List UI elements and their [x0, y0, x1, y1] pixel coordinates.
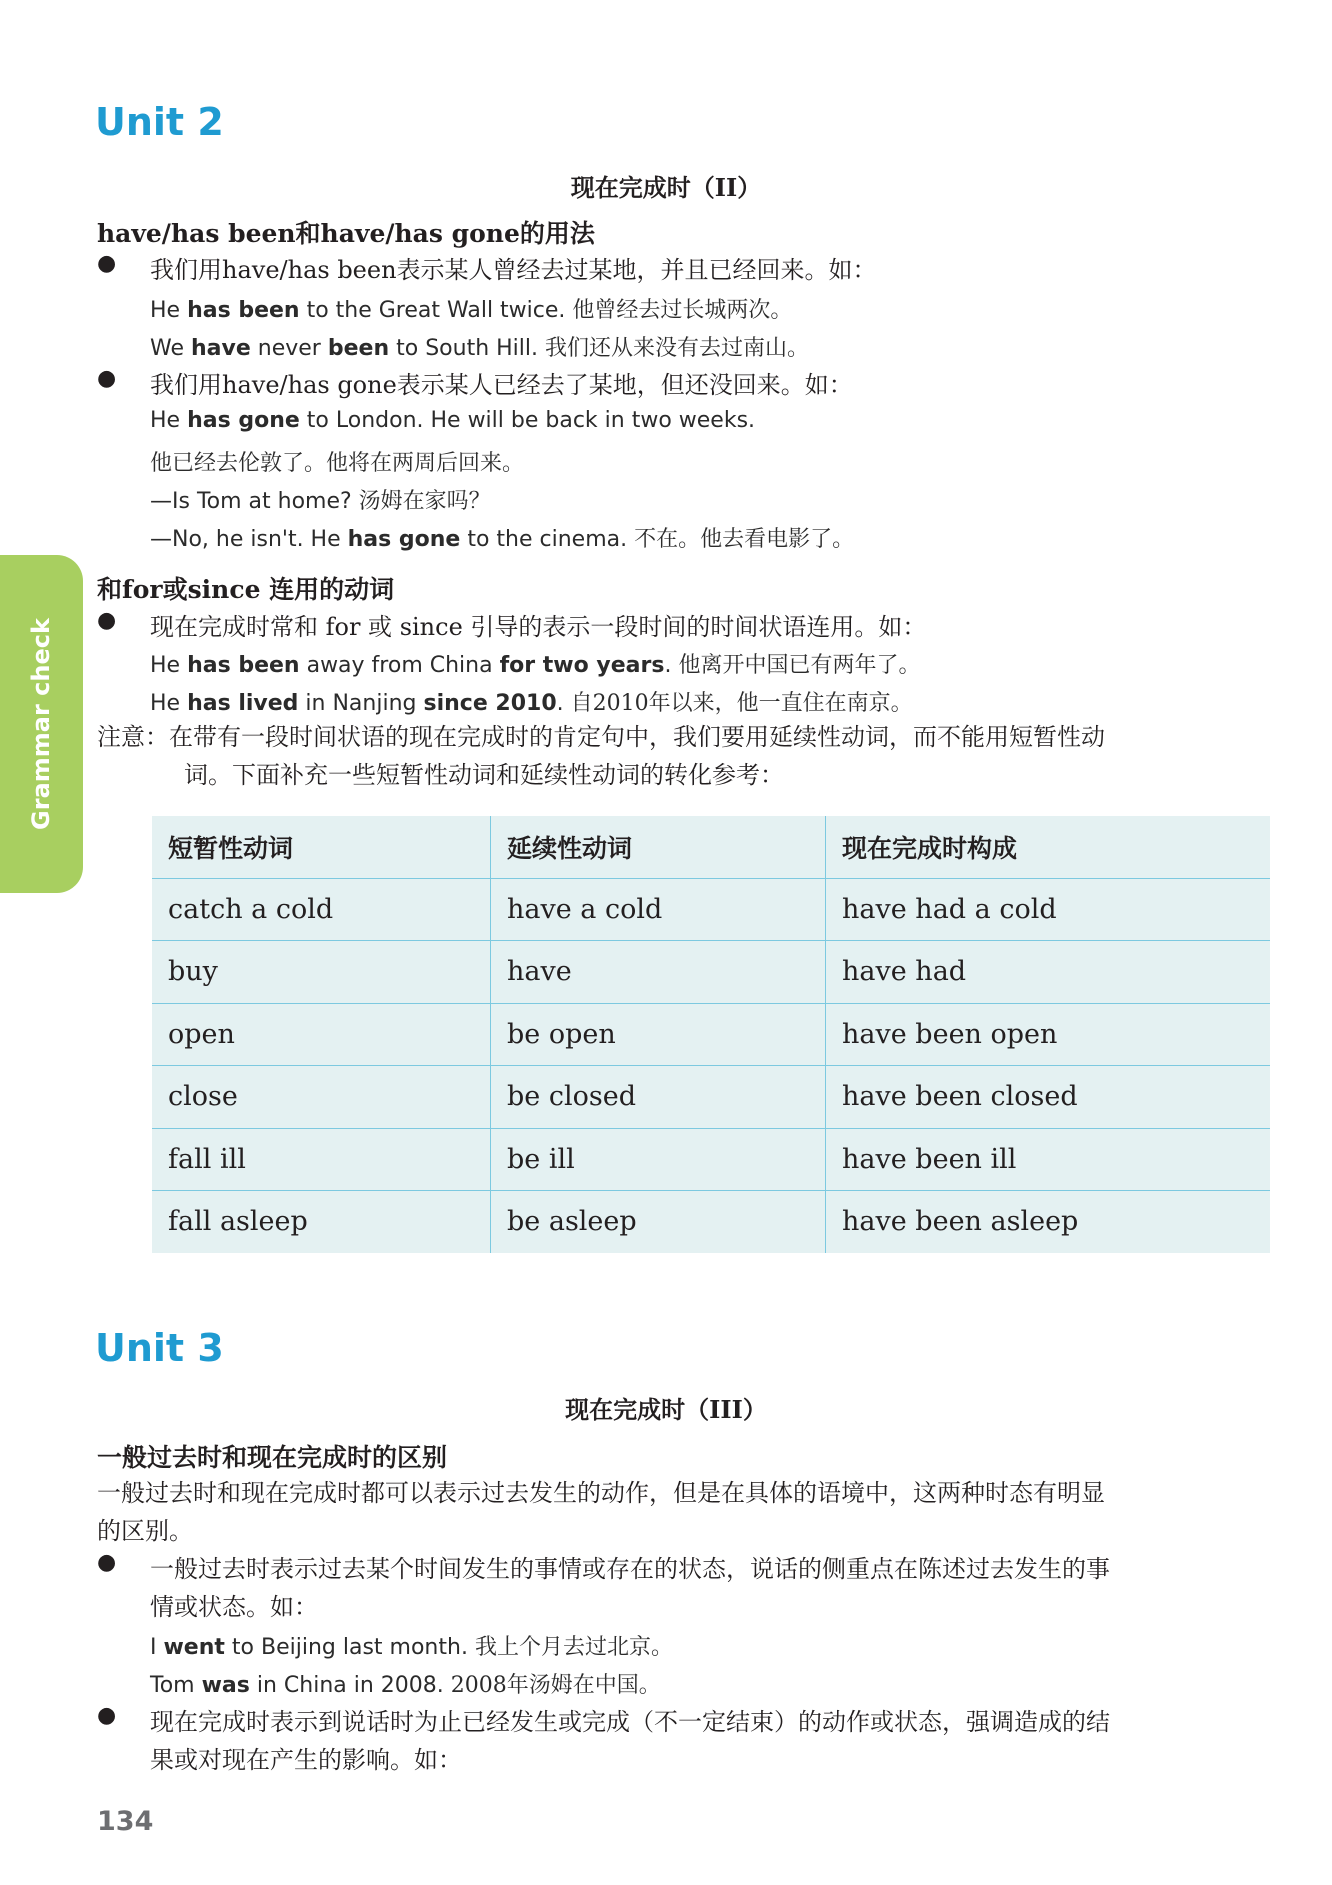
- table-cell: buy: [152, 941, 491, 1004]
- table-row: [152, 1066, 1270, 1129]
- example-sentence: He has been to the Great Wall twice. 他曾经去过长城两次。: [150, 298, 793, 323]
- unit3-subtitle: 现在完成时（III）: [565, 1395, 767, 1424]
- unit2-section1-heading: have/has been和have/has gone的用法: [97, 219, 595, 248]
- table-header-row: [152, 816, 1270, 878]
- bullet-dot: ●: [97, 366, 117, 391]
- table-row: [152, 1128, 1270, 1191]
- table-cell: close: [152, 1066, 491, 1129]
- intro-line-1: 一般过去时和现在完成时都可以表示过去发生的动作，但是在具体的语境中，这两种时态有明显: [97, 1479, 1105, 1507]
- table-cell: have: [491, 941, 826, 1004]
- note-line-2: 词。下面补充一些短暂性动词和延续性动词的转化参考：: [184, 761, 784, 789]
- bullet-text: 我们用have/has been表示某人曾经去过某地，并且已经回来。如：: [150, 256, 877, 284]
- example-sentence: Tom was in China in 2008. 2008年汤姆在中国。: [150, 1673, 661, 1698]
- bullet-text: 我们用have/has gone表示某人已经去了某地，但还没回来。如：: [150, 371, 853, 399]
- unit2-title: Unit 2: [95, 100, 224, 144]
- table-header-cell: 现在完成时构成: [826, 816, 1271, 878]
- example-sentence: I went to Beijing last month. 我上个月去过北京。: [150, 1635, 673, 1660]
- example-sentence: —No, he isn't. He has gone to the cinema. 不在。他去看电影了。: [150, 527, 855, 552]
- intro-line-2: 的区别。: [97, 1517, 193, 1545]
- table-header-cell: 延续性动词: [491, 816, 826, 878]
- unit3-intro: [97, 1474, 1262, 1550]
- unit3-heading: 一般过去时和现在完成时的区别: [97, 1443, 448, 1472]
- table-cell: have been asleep: [842, 1206, 1079, 1238]
- table-cell: have had a cold: [826, 878, 1271, 941]
- example-sentence: He has gone to London. He will be back in two weeks.: [150, 408, 756, 433]
- grammar-note: [97, 718, 1262, 794]
- table-cell: have been ill: [826, 1128, 1271, 1191]
- table-cell: catch a cold: [152, 878, 491, 941]
- bullet-dot: ●: [97, 1550, 117, 1575]
- table-header-cell: 短暂性动词: [152, 816, 491, 878]
- table-cell: have been open: [826, 1003, 1271, 1066]
- table-cell: be closed: [491, 1066, 826, 1129]
- example-sentence: We have never been to South Hill. 我们还从来没有去过南山。: [150, 336, 810, 361]
- table-cell: have had: [826, 941, 1271, 1004]
- side-tab-label: Grammar check: [27, 618, 55, 830]
- table-cell: be asleep: [491, 1191, 826, 1253]
- table-cell: fall ill: [152, 1128, 491, 1191]
- table-row: [152, 878, 1270, 941]
- example-sentence: 他已经去伦敦了。他将在两周后回来。: [150, 451, 525, 476]
- bullet-dot: ●: [97, 1703, 117, 1728]
- table-cell: fall asleep: [152, 1191, 491, 1253]
- example-sentence: He has lived in Nanjing since 2010. 自2010年以来，他一直住在南京。: [150, 691, 913, 716]
- table-row: [152, 941, 1270, 1004]
- example-sentence: —Is Tom at home? 汤姆在家吗？: [150, 489, 491, 514]
- table-row: [152, 1191, 1270, 1253]
- unit3-title: Unit 3: [95, 1326, 224, 1370]
- bullet-text: 现在完成时常和 for 或 since 引导的表示一段时间的时间状语连用。如：: [150, 613, 927, 641]
- bullet-text: 一般过去时表示过去某个时间发生的事情或存在的状态，说话的侧重点在陈述过去发生的事 情或状态。如：: [150, 1555, 1110, 1621]
- table-cell: be open: [491, 1003, 826, 1066]
- bullet-dot: ●: [97, 251, 117, 276]
- table-cell: be ill: [491, 1128, 826, 1191]
- example-sentence: He has been away from China for two years. 他离开中国已有两年了。: [150, 653, 921, 678]
- table-cell: open: [152, 1003, 491, 1066]
- unit2-section2-heading: 和for或since 连用的动词: [97, 575, 395, 604]
- bullet-text: 现在完成时表示到说话时为止已经发生或完成（不一定结束）的动作或状态，强调造成的结 果或对现在产生的影响。如：: [150, 1708, 1110, 1774]
- page-number: 134: [97, 1806, 154, 1837]
- table-cell: have been closed: [826, 1066, 1271, 1129]
- verb-conversion-table: [152, 816, 1270, 1253]
- table-cell: have a cold: [491, 878, 826, 941]
- note-line-1: 注意：在带有一段时间状语的现在完成时的肯定句中，我们要用延续性动词，而不能用短暂性动: [97, 723, 1105, 751]
- unit2-subtitle: 现在完成时（II）: [570, 173, 762, 202]
- table-row: [152, 1003, 1270, 1066]
- bullet-dot: ●: [97, 608, 117, 633]
